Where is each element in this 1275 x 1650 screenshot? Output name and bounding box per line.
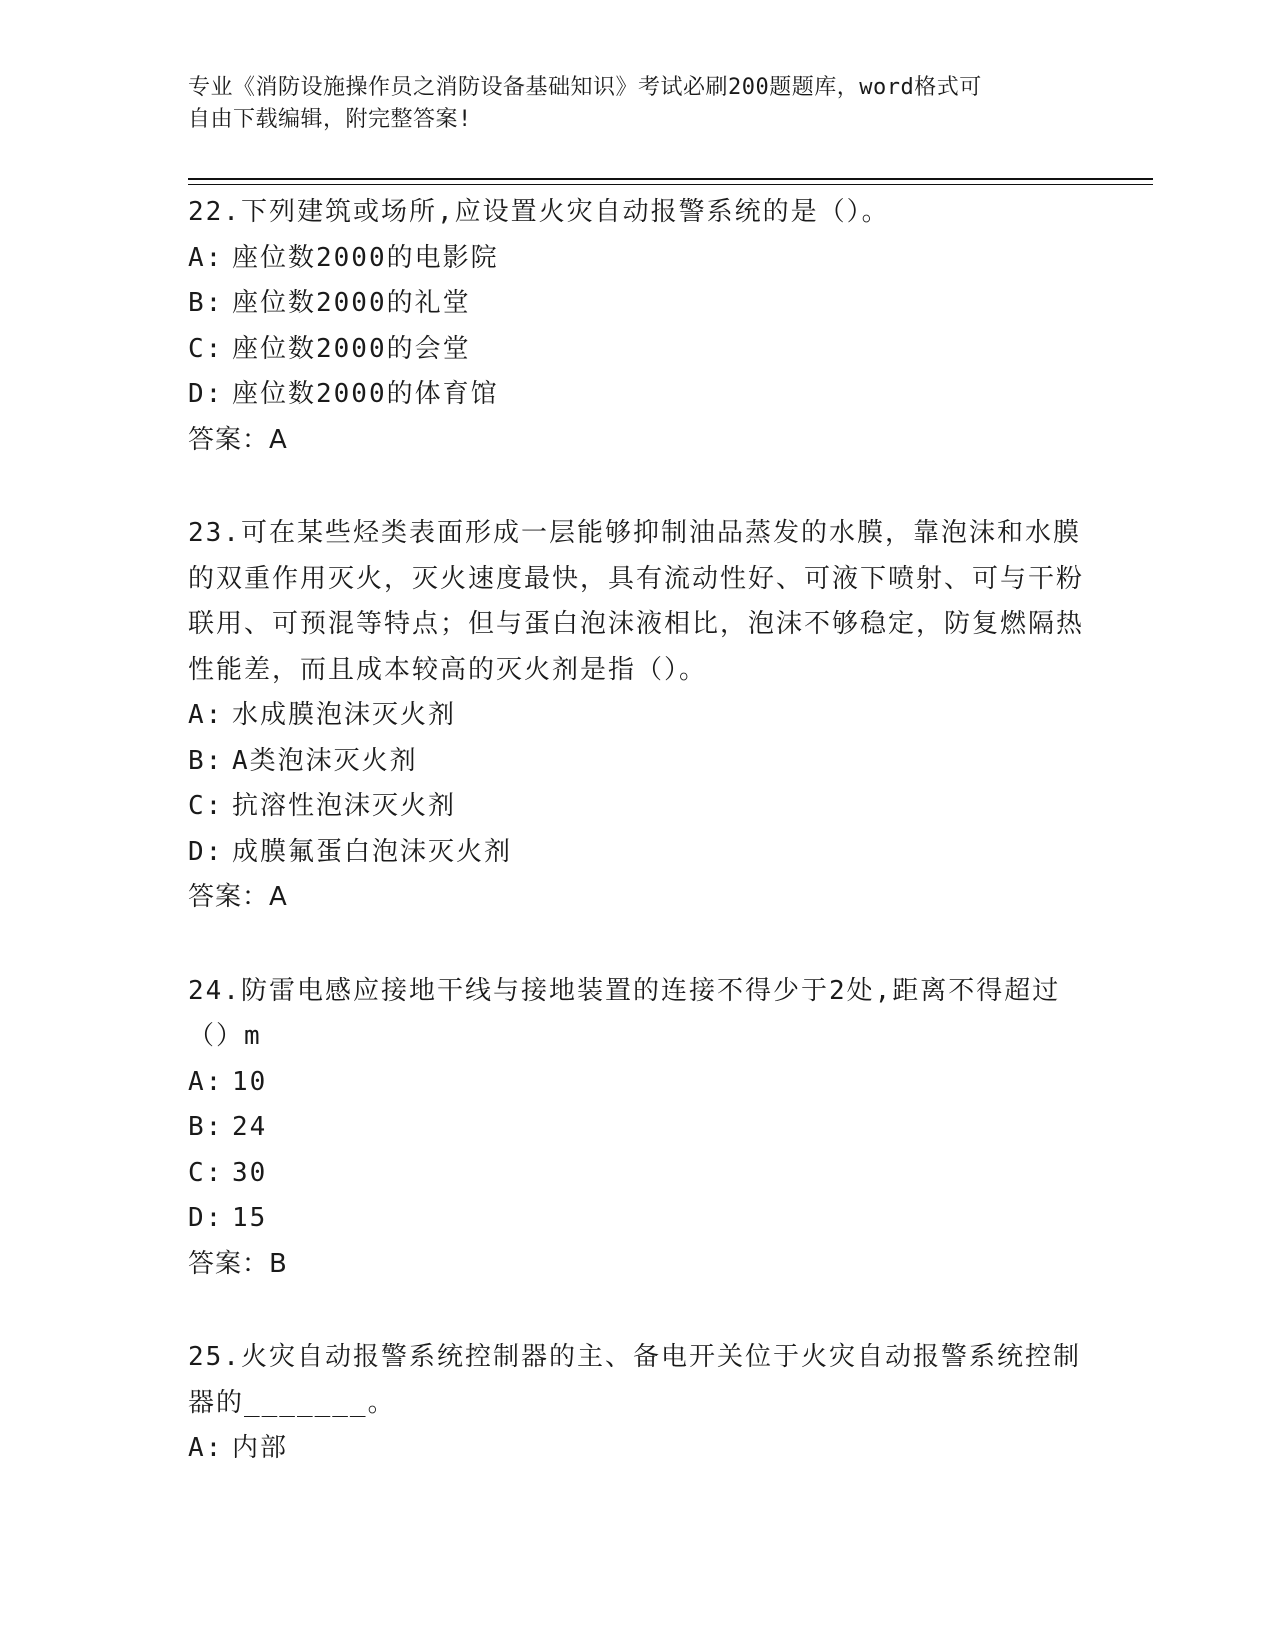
option-c xyxy=(188,1151,1088,1197)
option-text: 成膜氟蛋白泡沫灭火剂 xyxy=(232,836,513,867)
option-letter: C: xyxy=(188,791,224,821)
option-letter: B: xyxy=(188,1112,224,1142)
option-d xyxy=(188,372,1088,418)
question-25 xyxy=(188,1335,1088,1472)
answer-line: 答案：B xyxy=(188,1248,288,1279)
option-letter: C: xyxy=(188,1157,224,1188)
option-b xyxy=(188,281,1088,327)
option-text: A类泡沫灭火剂 xyxy=(232,745,418,776)
option-letter: A: xyxy=(188,1433,224,1463)
option-letter: A: xyxy=(188,242,224,273)
option-letter: B: xyxy=(188,745,224,776)
question-list xyxy=(188,190,1088,1520)
option-text: 座位数2000的电影院 xyxy=(232,242,499,273)
question-22 xyxy=(188,190,1088,463)
header-line-1: 专业《消防设施操作员之消防设备基础知识》考试必刷200题题库，word格式可 xyxy=(188,75,982,100)
answer-line: 答案：A xyxy=(188,882,288,912)
option-a xyxy=(188,693,1088,739)
option-a xyxy=(188,1060,1088,1106)
option-letter: A: xyxy=(188,700,224,730)
option-text: 座位数2000的体育馆 xyxy=(232,379,499,409)
option-a xyxy=(188,1426,1088,1472)
option-text: 座位数2000的礼堂 xyxy=(232,288,471,318)
option-a xyxy=(188,236,1088,282)
option-letter: D: xyxy=(188,836,224,867)
option-d xyxy=(188,1196,1088,1242)
option-text: 15 xyxy=(232,1203,268,1233)
answer-line: 答案：A xyxy=(188,424,288,455)
option-c xyxy=(188,784,1088,830)
question-stem: 24.防雷电感应接地干线与接地装置的连接不得少于2处,距离不得超过（）m xyxy=(188,975,1061,1051)
option-letter: C: xyxy=(188,333,224,364)
document-header xyxy=(188,72,1068,136)
option-b xyxy=(188,739,1088,785)
option-letter: D: xyxy=(188,1203,224,1233)
header-divider-thin xyxy=(188,184,1153,185)
question-stem: 23.可在某些烃类表面形成一层能够抑制油品蒸发的水膜，靠泡沫和水膜的双重作用灭火，灭火速度最快，具有流动性好、可液下喷射、可与干粉联用、可预混等特点；但与蛋白泡沫液相比，泡沫不够稳定，防复燃隔热性能差，而且成本较高的灭火剂是指（）。 xyxy=(188,518,1085,685)
option-text: 水成膜泡沫灭火剂 xyxy=(232,700,457,730)
option-letter: A: xyxy=(188,1066,224,1097)
option-text: 10 xyxy=(232,1066,268,1097)
question-stem: 25.火灾自动报警系统控制器的主、备电开关位于火灾自动报警系统控制器的_______。 xyxy=(188,1342,1081,1418)
option-text: 30 xyxy=(232,1157,268,1188)
option-c xyxy=(188,327,1088,373)
question-24 xyxy=(188,969,1088,1288)
option-text: 座位数2000的会堂 xyxy=(232,333,471,364)
header-divider-thick xyxy=(188,178,1153,180)
header-line-2: 自由下载编辑，附完整答案! xyxy=(188,107,472,132)
option-text: 24 xyxy=(232,1112,268,1142)
option-d xyxy=(188,830,1088,876)
option-text: 抗溶性泡沫灭火剂 xyxy=(232,791,457,821)
option-letter: D: xyxy=(188,379,224,409)
option-letter: B: xyxy=(188,288,224,318)
option-text: 内部 xyxy=(232,1433,289,1463)
question-23 xyxy=(188,511,1088,921)
option-b xyxy=(188,1105,1088,1151)
question-stem: 22.下列建筑或场所,应设置火灾自动报警系统的是（）。 xyxy=(188,197,890,227)
